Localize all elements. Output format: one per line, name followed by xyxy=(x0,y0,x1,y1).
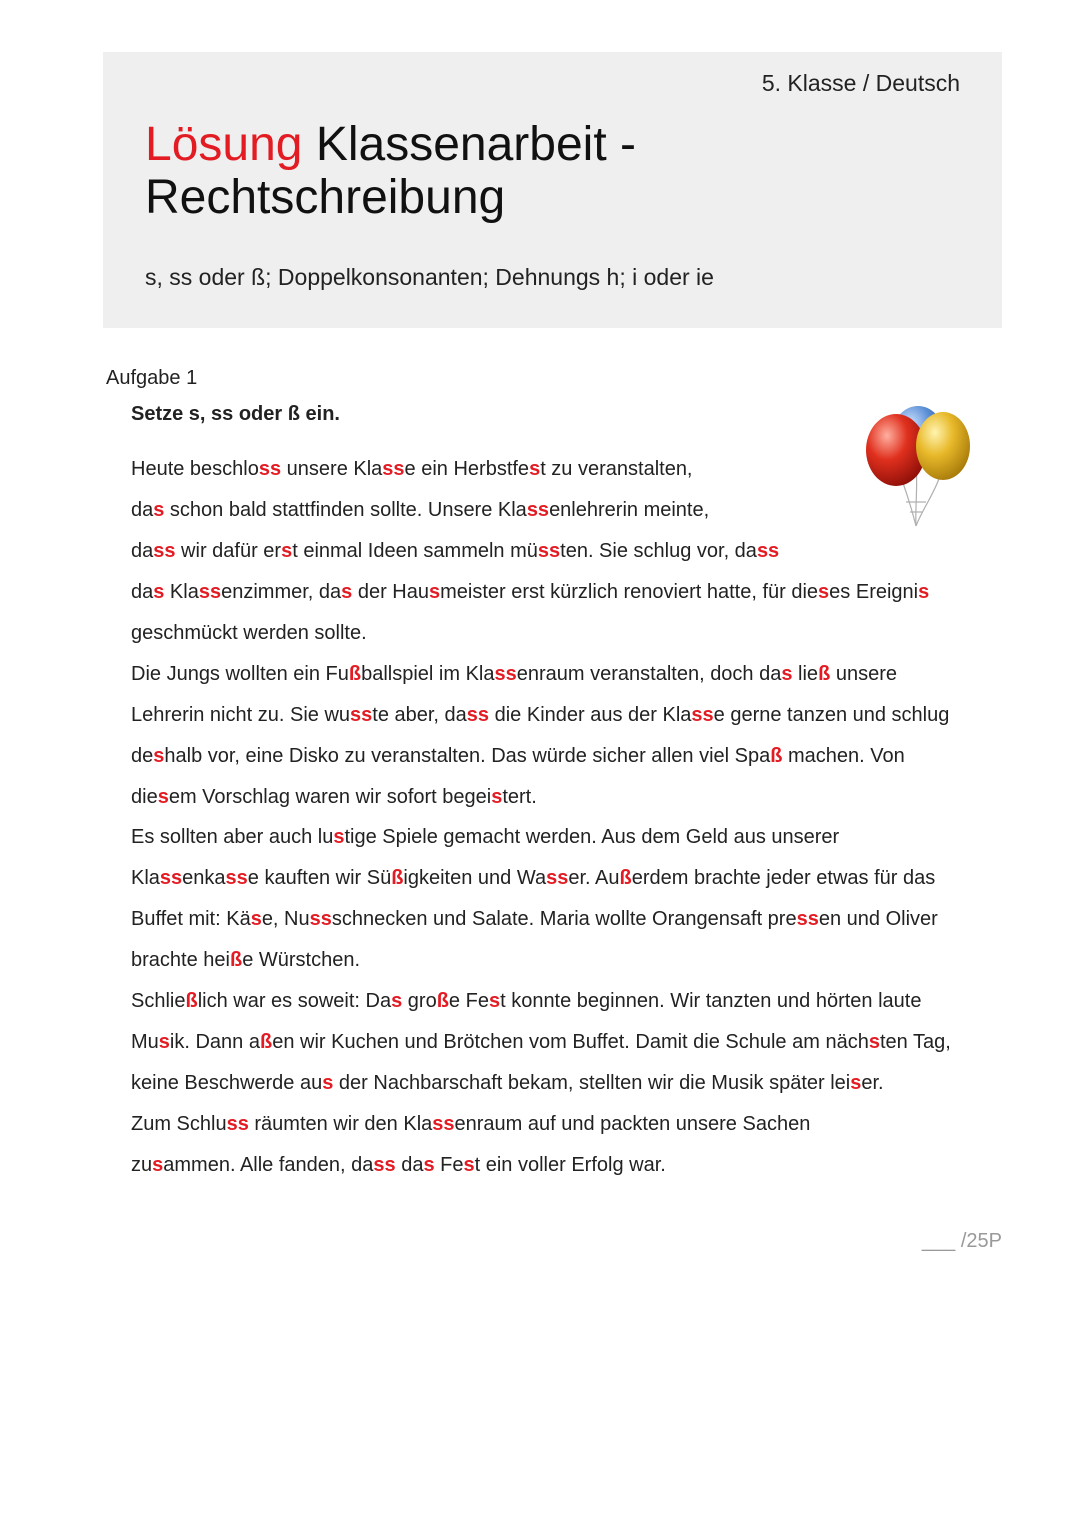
answer-letters: s xyxy=(153,580,165,603)
answer-letters: ss xyxy=(756,539,780,562)
text-line xyxy=(131,736,991,777)
answer-letters: ß xyxy=(259,1031,273,1054)
text-segment: Mu xyxy=(131,1031,159,1054)
grade-subject-label: 5. Klasse / Deutsch xyxy=(761,70,960,96)
answer-letters: s xyxy=(423,1153,435,1176)
answer-letters: ß xyxy=(770,744,783,767)
text-segment: wir dafür er xyxy=(175,539,282,562)
answer-letters: ss xyxy=(350,703,373,726)
answer-letters: ss xyxy=(494,662,517,685)
answer-letters: ss xyxy=(258,458,282,480)
text-segment: t einmal Ideen sammeln mü xyxy=(292,539,538,562)
text-line xyxy=(131,449,991,490)
answer-letters: s xyxy=(488,990,501,1013)
text-line xyxy=(131,613,991,654)
answer-letters: ss xyxy=(537,539,561,562)
answer-letters: s xyxy=(157,785,169,808)
text-line xyxy=(131,654,991,695)
answer-letters: s xyxy=(463,1153,475,1176)
answer-letters: ss xyxy=(382,458,405,480)
text-segment: e gerne tanzen und schlug xyxy=(713,703,950,726)
answer-letters: ß xyxy=(619,867,632,890)
text-segment: die Kinder aus der Kla xyxy=(489,703,692,726)
text-segment: ten. Sie schlug vor, da xyxy=(560,539,757,562)
text-segment: Lehrerin nicht zu. Sie wu xyxy=(131,703,351,726)
answer-letters: ss xyxy=(691,703,714,726)
text-segment: e ein Herbstfe xyxy=(404,458,530,480)
text-segment: schon bald stattfinden sollte. Unsere Kla xyxy=(164,498,527,521)
answer-letters: ss xyxy=(466,703,490,726)
task-label: Aufgabe 1 xyxy=(106,367,198,389)
text-line xyxy=(131,1063,991,1104)
text-segment: enzimmer, da xyxy=(221,580,342,603)
text-line xyxy=(131,695,991,736)
text-segment: e, Nu xyxy=(261,908,310,931)
text-segment: Zum Schlu xyxy=(131,1113,227,1135)
answer-letters: ß xyxy=(229,949,243,972)
text-segment: unsere Kla xyxy=(281,458,383,480)
text-line xyxy=(131,490,991,531)
text-line xyxy=(131,817,991,858)
answer-letters: s xyxy=(529,458,541,480)
text-segment: keine Beschwerde au xyxy=(131,1072,323,1095)
text-segment: de xyxy=(131,744,154,767)
text-segment: die xyxy=(131,785,158,808)
answer-letters: s xyxy=(341,580,353,603)
answer-letters: ß xyxy=(391,867,404,890)
text-segment: en wir Kuchen und Brötchen vom Buffet. Damit die Schule am näch xyxy=(272,1031,869,1054)
text-segment: t konnte beginnen. Wir tanzten und hörten laute xyxy=(500,990,922,1013)
text-segment: Heute beschlo xyxy=(131,458,259,480)
title-highlight: Lösung xyxy=(145,118,303,171)
text-segment: tige Spiele gemacht werden. Aus dem Geld aus unserer xyxy=(344,826,840,849)
text-segment: igkeiten und Wa xyxy=(403,867,547,890)
header-box xyxy=(103,52,1002,328)
answer-letters: s xyxy=(818,580,830,603)
answer-letters: s xyxy=(491,785,503,808)
answer-letters: ss xyxy=(373,1153,396,1176)
exercise-text xyxy=(131,449,991,1186)
text-line xyxy=(131,531,991,572)
text-segment: en und Oliver xyxy=(818,908,938,931)
answer-letters: s xyxy=(322,1072,334,1095)
text-segment: enraum veranstalten, doch da xyxy=(516,662,782,685)
text-segment: Es sollten aber auch lu xyxy=(131,826,334,849)
answer-letters: s xyxy=(152,1153,164,1176)
text-segment: da xyxy=(131,539,154,562)
text-segment: Kla xyxy=(164,580,199,603)
text-segment: Schlie xyxy=(131,990,186,1013)
answer-letters: ss xyxy=(198,580,222,603)
answer-letters: ss xyxy=(159,867,183,890)
answer-letters: s xyxy=(158,1031,170,1054)
text-line xyxy=(131,940,991,981)
text-line xyxy=(131,1022,991,1063)
text-segment: da xyxy=(395,1153,424,1176)
answer-letters: s xyxy=(153,498,165,521)
text-segment: unsere xyxy=(830,662,897,685)
text-segment: em Vorschlag waren wir sofort begei xyxy=(168,785,492,808)
text-segment: ik. Dann a xyxy=(169,1031,260,1054)
answer-letters: s xyxy=(333,826,345,849)
answer-letters: ss xyxy=(432,1113,455,1135)
answer-letters: ss xyxy=(309,908,332,931)
text-segment: t zu veranstalten, xyxy=(540,458,693,480)
answer-letters: ss xyxy=(226,1113,249,1135)
text-segment: enka xyxy=(182,867,226,890)
text-segment: da xyxy=(131,580,154,603)
answer-letters: ss xyxy=(526,498,550,521)
text-segment: brachte hei xyxy=(131,949,230,972)
text-segment: machen. Von xyxy=(782,744,905,767)
text-segment: räumten wir den Kla xyxy=(248,1113,433,1135)
answer-letters: ss xyxy=(546,867,569,890)
text-line xyxy=(131,858,991,899)
title-rest: Klassenarbeit - Rechtschreibung xyxy=(145,118,636,224)
answer-letters: s xyxy=(918,580,930,603)
task-instruction: Setze s, ss oder ß ein. xyxy=(131,403,340,425)
text-segment: ten Tag, xyxy=(879,1031,951,1054)
text-segment: ammen. Alle fanden, da xyxy=(163,1153,374,1176)
text-segment: es Ereigni xyxy=(829,580,919,603)
text-segment: zu xyxy=(131,1153,153,1176)
text-segment: ballspiel im Kla xyxy=(361,662,495,685)
answer-letters: s xyxy=(850,1072,862,1095)
text-segment: e Fe xyxy=(448,990,489,1013)
text-segment: Die Jungs wollten ein Fu xyxy=(131,662,349,685)
text-segment: Buffet mit: Kä xyxy=(131,908,251,931)
text-segment: halb vor, eine Disko zu veranstalten. Das würde sicher allen viel Spa xyxy=(164,744,771,767)
text-segment: t ein voller Erfolg war. xyxy=(474,1153,666,1176)
answer-letters: ß xyxy=(185,990,198,1013)
text-segment: lie xyxy=(792,662,819,685)
page-title xyxy=(145,118,845,224)
text-segment: te aber, da xyxy=(372,703,467,726)
text-segment: erdem brachte jeder etwas für das xyxy=(631,867,936,890)
text-segment: tert. xyxy=(502,785,537,808)
text-segment: schnecken und Salate. Maria wollte Orangensaft pre xyxy=(331,908,797,931)
answer-letters: ß xyxy=(436,990,449,1013)
score-field: ___ /25P xyxy=(921,1230,1002,1252)
text-line xyxy=(131,777,991,818)
text-line xyxy=(131,1145,991,1186)
answer-letters: s xyxy=(781,662,793,685)
answer-letters: ss xyxy=(153,539,176,562)
text-segment: der Hau xyxy=(352,580,429,603)
text-segment: da xyxy=(131,498,154,521)
text-segment: enraum auf und packten unsere Sachen xyxy=(454,1113,811,1135)
page-subtitle: s, ss oder ß; Doppelkonsonanten; Dehnungs h; i oder ie xyxy=(145,264,714,290)
text-segment: Fe xyxy=(434,1153,464,1176)
text-segment: lich war es soweit: Da xyxy=(197,990,392,1013)
text-segment: er. xyxy=(861,1072,884,1095)
text-segment: gro xyxy=(402,990,437,1013)
answer-letters: s xyxy=(250,908,262,931)
answer-letters: s xyxy=(281,539,293,562)
answer-letters: s xyxy=(429,580,441,603)
text-segment: der Nachbarschaft bekam, stellten wir die Musik später lei xyxy=(333,1072,851,1095)
text-segment: e Würstchen. xyxy=(242,949,361,972)
answer-letters: s xyxy=(868,1031,880,1054)
text-segment: er. Au xyxy=(568,867,620,890)
answer-letters: ß xyxy=(818,662,831,685)
text-segment: Kla xyxy=(131,867,160,890)
answer-letters: ß xyxy=(348,662,362,685)
answer-letters: ss xyxy=(225,867,248,890)
answer-letters: ss xyxy=(796,908,819,931)
text-line xyxy=(131,899,991,940)
text-segment: meister erst kürzlich renoviert hatte, für die xyxy=(440,580,819,603)
text-line xyxy=(131,1104,991,1145)
text-line xyxy=(131,981,991,1022)
answer-letters: s xyxy=(153,744,165,767)
text-segment: enlehrerin meinte, xyxy=(549,498,710,521)
answer-letters: s xyxy=(391,990,403,1013)
text-segment: geschmückt werden sollte. xyxy=(131,621,367,644)
text-segment: e kauften wir Sü xyxy=(247,867,392,890)
text-line xyxy=(131,572,991,613)
